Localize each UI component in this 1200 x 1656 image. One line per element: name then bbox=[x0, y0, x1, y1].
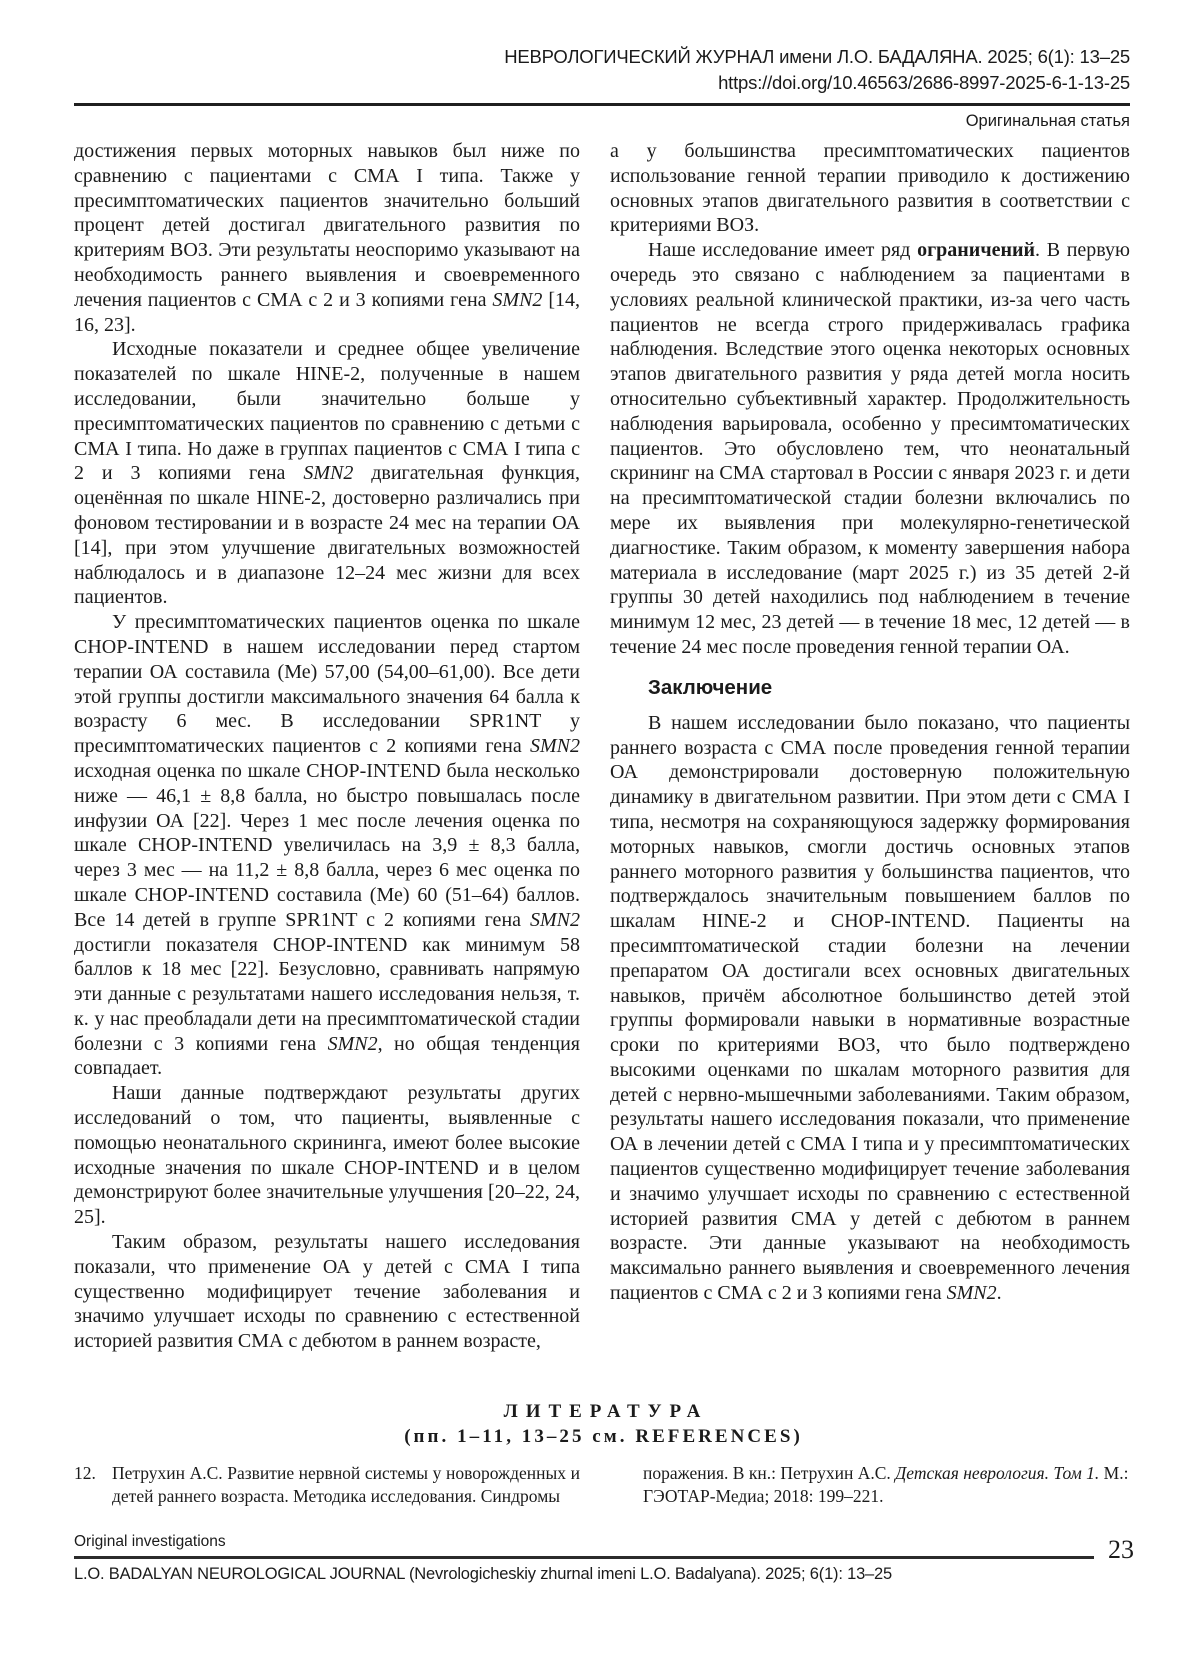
article-type-label: Оригинальная статья bbox=[965, 112, 1130, 130]
reference-item bbox=[74, 1462, 1130, 1507]
references-subtitle: (пп. 1–11, 13–25 см. REFERENCES) bbox=[404, 1426, 803, 1447]
footer-journal-citation: L.O. BADALYAN NEUROLOGICAL JOURNAL (Nevrologicheskiy zhurnal imeni L.O. Badalyana). 2025; 6(1): 13–25 bbox=[74, 1564, 892, 1583]
page-number: 23 bbox=[1108, 1535, 1134, 1564]
references-title: ЛИТЕРАТУРА bbox=[503, 1401, 709, 1422]
article-body bbox=[74, 139, 1130, 1354]
header-rule bbox=[74, 103, 1130, 106]
body-paragraph: Исходные показатели и среднее общее увеличение показателей по шкале HINE-2, полученные в нашем исследовании, были значительно больше у пресимптоматических пациентов по сравнению с детьми с СМА I типа. Но даже в группах пациентов с СМА I типа с 2 и 3 копиями гена SMN2 двигательная функция, оценённая по шкале HINE-2, достоверно различались при фоновом тестировании и в возрасте 24 мес на терапии ОА [14], при этом улучшение двигательных возможностей наблюдалось и в диапазоне 12–24 мес жизни для всех пациентов. bbox=[74, 338, 580, 609]
body-paragraph: а у большинства пресимптоматических пациентов использование генной терапии приводило к достижению основных этапов двигательного развития в соответствии с критериями ВОЗ. bbox=[610, 140, 1130, 237]
left-column bbox=[74, 139, 580, 1354]
journal-citation-ru: НЕВРОЛОГИЧЕСКИЙ ЖУРНАЛ имени Л.О. БАДАЛЯНА. 2025; 6(1): 13–25 bbox=[504, 46, 1130, 67]
footer-rule bbox=[74, 1556, 1094, 1559]
right-column bbox=[610, 139, 1130, 1354]
footer-section-label: Original investigations bbox=[74, 1533, 226, 1550]
references-heading bbox=[74, 1399, 1130, 1449]
body-paragraph: В нашем исследовании было показано, что пациенты раннего возраста с СМА после проведения генной терапии ОА демонстрировали достоверную положительную динамику в двигательном развитии. При этом дети с СМА I типа, несмотря на сохраняющуюся задержку формирования моторных навыков, смогли достичь основных этапов раннего моторного развития у большинства пациентов, что подтверждалось значительным повышением баллов по шкалам HINE-2 и CHOP-INTEND. Пациенты на пресимптоматической стадии болезни на лечении препаратом ОА достигали всех основных двигательных навыков, причём абсолютное большинство детей этой группы формировали навыки в нормативные возрастные сроки по критериями ВОЗ, что было подтверждено высокими оценками по шкалам моторного развития для детей с нервно-мышечными заболеваниями. Таким образом, результаты нашего исследования показали, что применение ОА в лечении детей с СМА I типа и у пресимптоматических пациентов существенно модифицирует течение заболевания и значимо улучшает исходы по сравнению с естественной историей развития СМА у детей с дебютом в раннем возрасте. Эти данные указывают на необходимость максимально раннего выявления и своевременного лечения пациентов с СМА с 2 и 3 копиями гена SMN2. bbox=[610, 711, 1130, 1305]
body-paragraph: достижения первых моторных навыков был ниже по сравнению с пациентами с СМА I типа. Также у пресимптоматических пациентов значительно больший процент детей достигал двигательного развития по критериям ВОЗ. Эти результаты неоспоримо указывают на необходимость раннего выявления и своевременного лечения пациентов с СМА с 2 и 3 копиями гена SMN2 [14, 16, 23]. bbox=[74, 140, 580, 336]
reference-number: 12. bbox=[74, 1463, 96, 1483]
body-paragraph: Наши данные подтверждают результаты других исследований о том, что пациенты, выявленные с помощью неонатального скрининга, имеют более высокие исходные значения по шкале CHOP-INTEND и в целом демонстрируют более значительные улучшения [20–22, 24, 25]. bbox=[74, 1082, 580, 1229]
reference-text-right: поражения. В кн.: Петрухин А.С. Детская неврология. Том 1. М.: ГЭОТАР-Медиа; 2018: 199–221. bbox=[643, 1463, 1129, 1506]
reference-text-left: Петрухин А.С. Развитие нервной системы у новорожденных и детей раннего возраста. Методика исследования. Синдромы bbox=[112, 1463, 580, 1506]
references-section bbox=[74, 1399, 1130, 1507]
body-paragraph: У пресимптоматических пациентов оценка по шкале CHOP-INTEND в нашем исследовании перед стартом терапии ОА составила (Ме) 57,00 (54,00–61,00). Все дети этой группы достигли максимального значения 64 балла к возрасту 6 мес. В исследовании SPR1NT у пресимптоматических пациентов с 2 копиями гена SMN2 исходная оценка по шкале CHOP-INTEND была несколько ниже — 46,1 ± 8,8 балла, но быстро повышалась после инфузии ОА [22]. Через 1 мес после лечения оценка по шкале CHOP-INTEND увеличилась на 3,9 ± 8,3 балла, через 3 мес — на 11,2 ± 8,8 балла, через 6 мес оценка по шкале CHOP-INTEND составила (Ме) 60 (51–64) баллов. Все 14 детей в группе SPR1NT с 2 копиями гена SMN2 достигли показателя CHOP-INTEND как минимум 58 баллов к 18 мес [22]. Безусловно, сравнивать напрямую эти данные с результатами нашего исследования нельзя, т. к. у нас преобладали дети на пресимптоматической стадии болезни с 3 копиями гена SMN2, но общая тенденция совпадает. bbox=[74, 611, 580, 1080]
conclusion-heading: Заключение bbox=[648, 675, 773, 699]
page-footer bbox=[74, 1532, 1134, 1585]
body-paragraph: Наше исследование имеет ряд ограничений. В первую очередь это связано с наблюдением за пациентами в условиях реальной клинической практики, из-за чего часть пациентов не всегда строго придерживалась графика наблюдения. Вследствие этого оценка некоторых основных этапов двигательного развития у ряда детей могла носить относительно субъективный характер. Продолжительность наблюдения варьировала, особенно у пресимтоматических пациентов. Это обусловлено тем, что неонатальный скрининг на СМА стартовал в России с января 2023 г. и дети на пресимптоматической стадии болезни включались по мере их выявления при молекулярно-генетической диагностике. Таким образом, к моменту завершения набора материала в исследование (март 2025 г.) из 35 детей 2-й группы 30 детей находились под наблюдением в течение минимум 12 мес, 23 детей — в течение 18 мес, 12 детей — в течение 24 мес после проведения генной терапии ОА. bbox=[610, 239, 1130, 658]
page-header bbox=[74, 44, 1130, 131]
body-paragraph: Таким образом, результаты нашего исследования показали, что применение ОА у детей с СМА I типа существенно модифицирует течение заболевания и значимо улучшает исходы по сравнению с естественной историей развития СМА с дебютом в раннем возрасте, bbox=[74, 1231, 580, 1353]
doi-link[interactable]: https://doi.org/10.46563/2686-8997-2025-6-1-13-25 bbox=[718, 72, 1130, 93]
